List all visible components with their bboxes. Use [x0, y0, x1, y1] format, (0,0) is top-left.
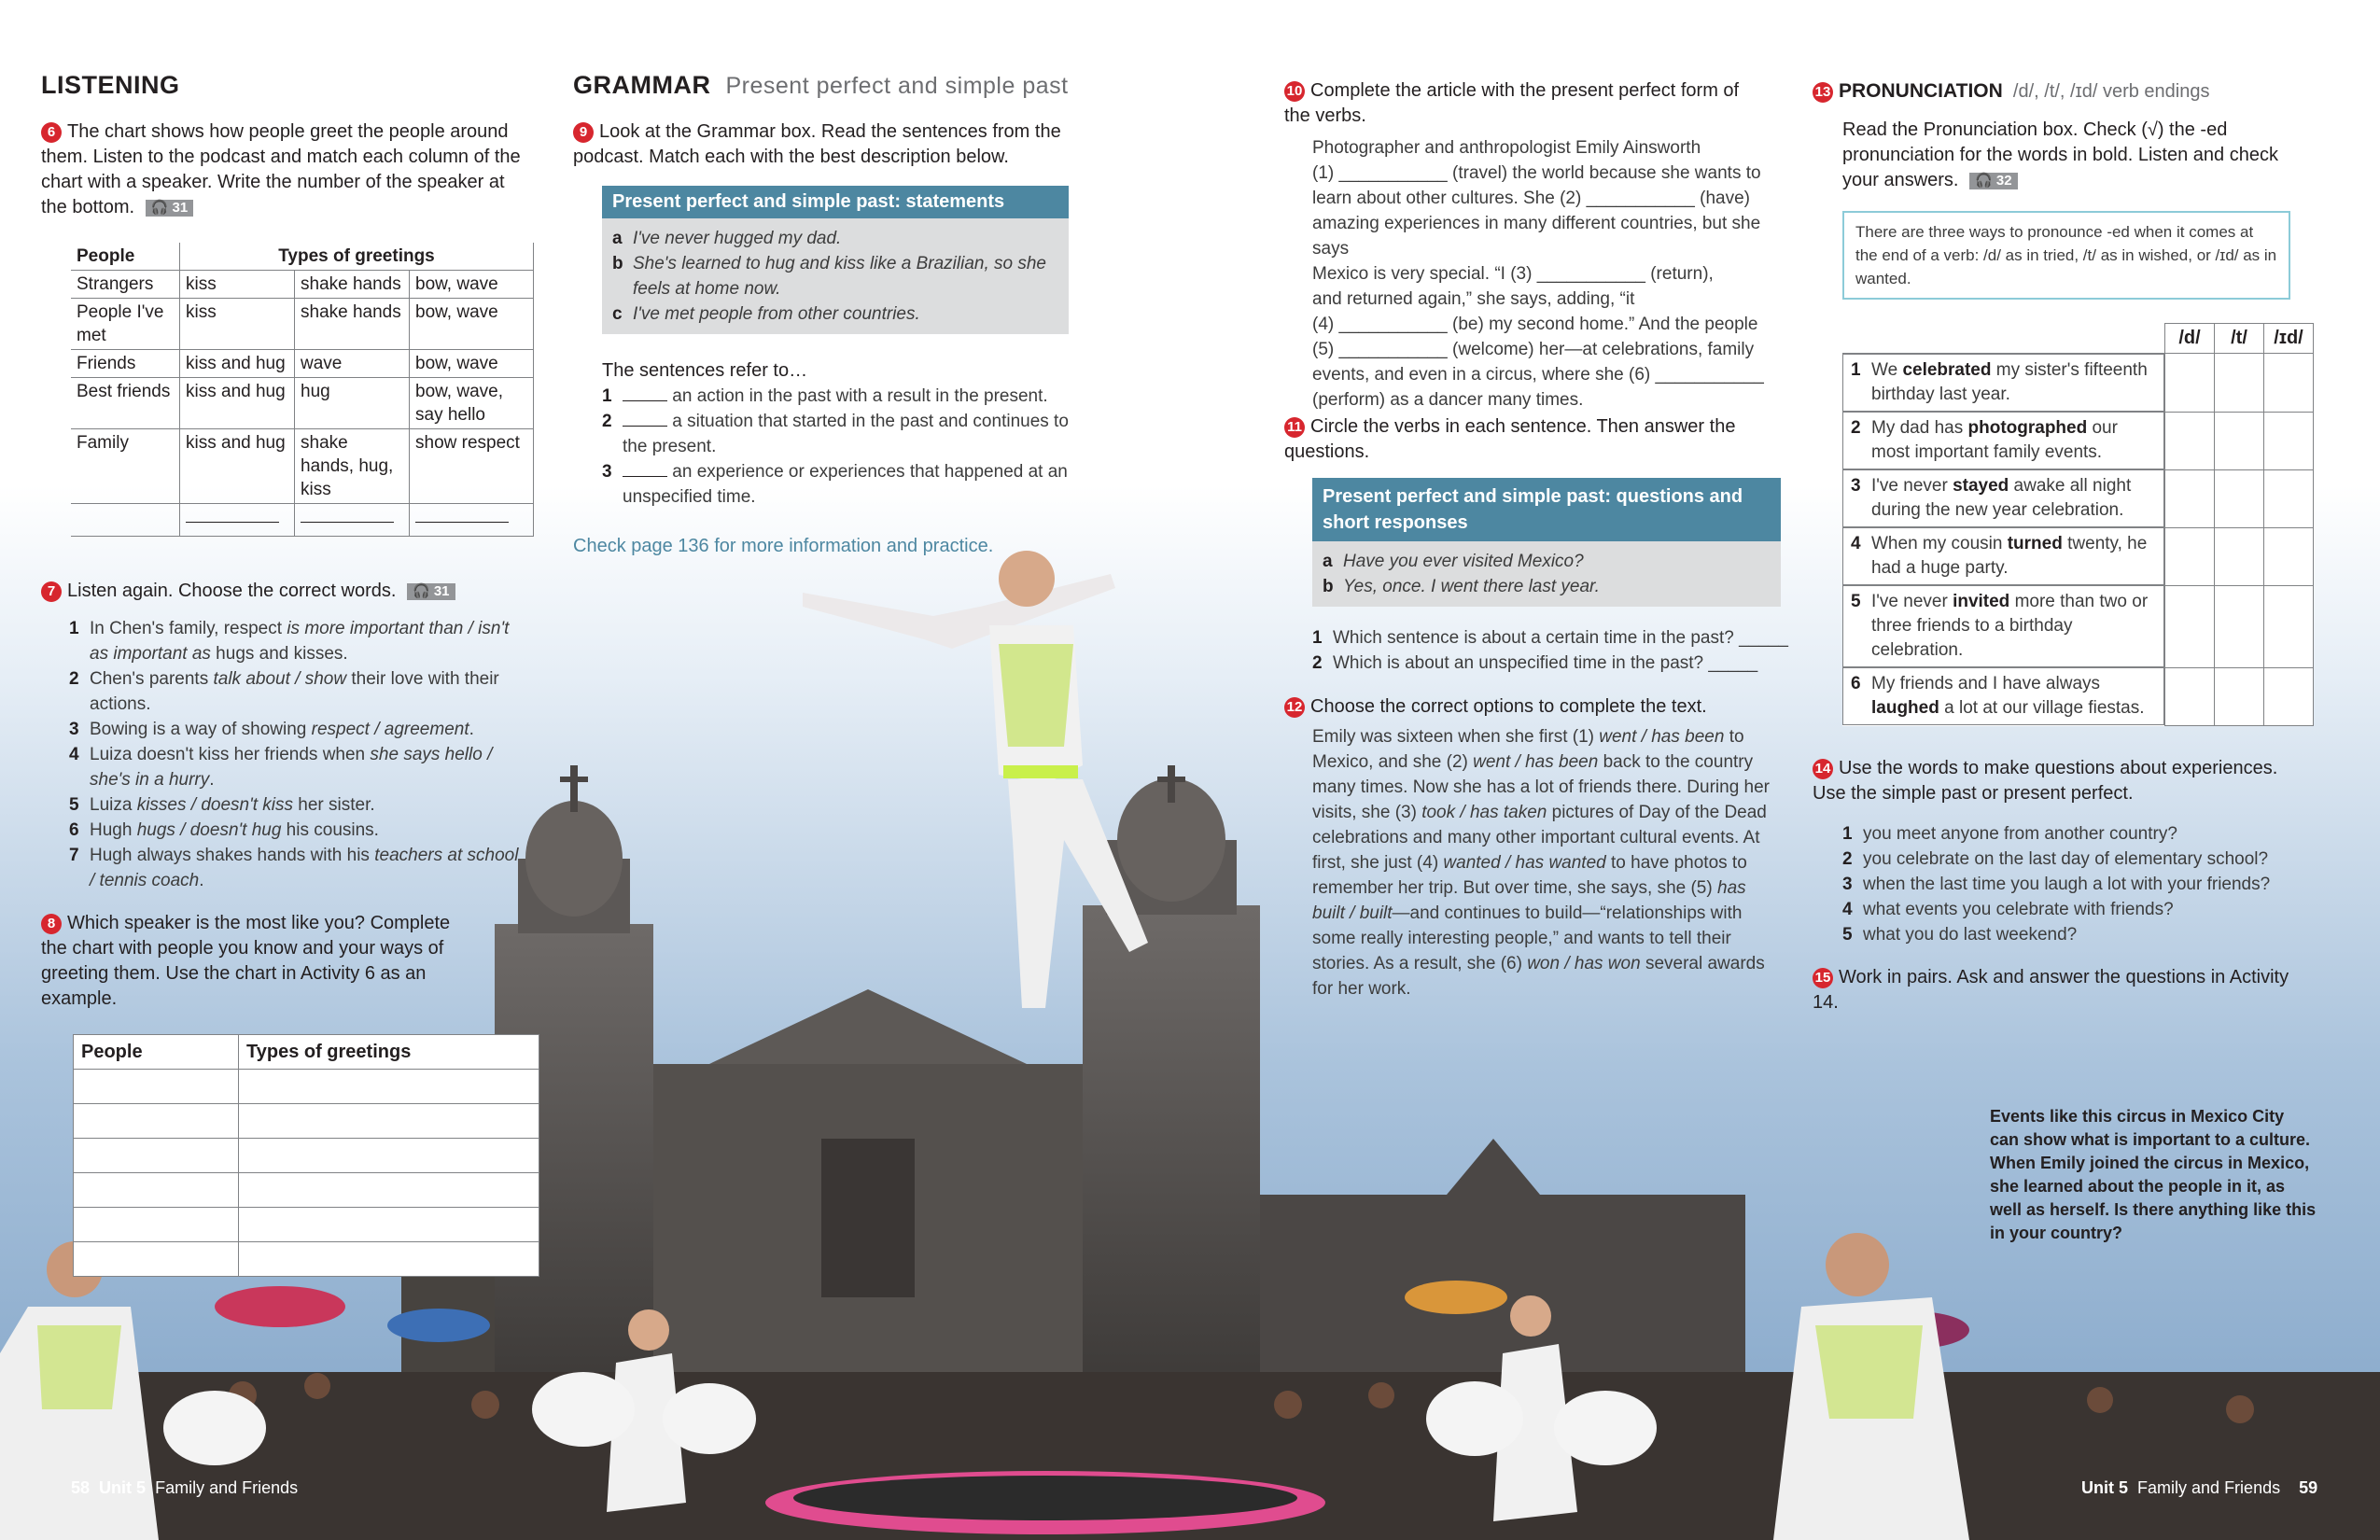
item-text: Hugh always shakes hands with his: [90, 846, 375, 865]
sentence-part: my sister's fifteenth birthday last year.: [1871, 360, 2148, 404]
table-row: [71, 271, 534, 299]
sentence-part: our most important family events.: [1871, 418, 2118, 462]
activity-6-number: 6: [41, 122, 62, 143]
item-text-end: her sister.: [293, 795, 375, 815]
activity-12-number: 12: [1284, 697, 1305, 718]
activity-12-paragraph: [1312, 724, 1779, 1001]
pronunciation-table: [1842, 323, 2314, 726]
check-cell-d[interactable]: [2165, 667, 2215, 725]
table-cell: kiss: [180, 271, 295, 299]
pronunciation-title: PRONUNCIATION: [1839, 80, 2003, 102]
item-text: Luiza doesn't kiss her friends when: [90, 745, 371, 764]
item-text-end: .: [209, 770, 215, 790]
item-choice[interactable]: respect / agreement: [311, 720, 469, 739]
table-cell: bow, wave: [410, 350, 534, 378]
sentence-part: When my cousin: [1871, 534, 2008, 553]
footer-title-right: Family and Friends: [2137, 1478, 2281, 1497]
check-cell-id[interactable]: [2264, 412, 2314, 469]
item-text: Luiza: [90, 795, 137, 815]
pronunciation-sentence: [1842, 585, 2164, 667]
item-text: an experience or experiences that happened at an unspecified time.: [623, 462, 1068, 507]
example-text: She's learned to hug and kiss like a Brazilian, so she feels at home now.: [633, 254, 1046, 299]
greetings-table: [71, 243, 534, 537]
table-row: [71, 299, 534, 350]
pronunciation-sentence: [1842, 469, 2164, 527]
check-cell-t[interactable]: [2215, 412, 2264, 469]
item-number: 3: [1842, 875, 1853, 894]
audio-track-31-a6[interactable]: 🎧 31: [146, 200, 194, 217]
item-number: 2: [1312, 653, 1323, 673]
check-cell-t[interactable]: [2215, 354, 2264, 413]
article-line: events, and even in a circus, where she (6) ___________: [1312, 365, 1764, 385]
item-number: 1: [1312, 628, 1323, 648]
activity-8-instruction: [41, 911, 470, 1012]
activity-10-article: [1312, 135, 1798, 413]
list-item: [1842, 847, 2309, 872]
item-number: 7: [69, 846, 79, 865]
check-cell-d[interactable]: [2165, 412, 2215, 469]
sentence-bold-verb: laughed: [1871, 698, 1939, 718]
grammar-title: [573, 71, 1069, 100]
paragraph-choice[interactable]: wanted / has wanted: [1443, 853, 1606, 873]
list-item: [69, 616, 526, 666]
grammar-subtitle: Present perfect and simple past: [725, 73, 1069, 99]
check-cell-t[interactable]: [2215, 585, 2264, 667]
paragraph-text: to have photos to remember her trip. But over time, she says, she (5): [1312, 853, 1747, 898]
footer-title-left: Family and Friends: [155, 1478, 299, 1497]
activity-15-instruction: [1813, 965, 2317, 1015]
table-cell: kiss and hug: [180, 378, 295, 429]
table-cell: kiss: [180, 299, 295, 350]
your-greetings-cell[interactable]: [74, 1139, 239, 1173]
your-greetings-header-people: People: [74, 1035, 239, 1070]
item-number: 4: [1842, 900, 1853, 919]
table-cell: shake hands, hug, kiss: [295, 429, 410, 504]
activity-13-instruction: [1842, 118, 2290, 193]
list-item: [69, 818, 526, 843]
greetings-table-header: [71, 243, 534, 271]
activity-9-number: 9: [573, 122, 594, 143]
activity-13-text: Read the Pronunciation box. Check (√) the -ed pronunciation for the words in bold. Listen and check your answers.: [1842, 119, 2278, 190]
check-cell-t[interactable]: [2215, 667, 2264, 725]
check-cell-id[interactable]: [2264, 354, 2314, 413]
activity-14-number: 14: [1813, 759, 1833, 779]
item-number: 2: [1851, 418, 1861, 438]
sentence-part: more than two or three friends to a birthday celebration.: [1871, 592, 2149, 660]
article-line: (5) ___________ (welcome) her—at celebrations, family: [1312, 340, 1755, 359]
table-row: [71, 350, 534, 378]
photo-caption: Events like this circus in Mexico City can show what is important to a culture. When Emily joined the circus in Mexico, she learned about the people in it, as well as herself. Is there anything like this in your country?: [1990, 1107, 2317, 1242]
example-letter: a: [612, 229, 623, 248]
list-item: [69, 843, 526, 893]
paragraph-text: —and continues to build—“relationships with some really interesting people,” and wants to tell their stories. As a result, she (6): [1312, 903, 1743, 973]
activity-14-list: [1842, 821, 2309, 947]
item-text: you meet anyone from another country?: [1863, 824, 2177, 844]
table-cell: shake hands: [295, 299, 410, 350]
item-text-end: .: [469, 720, 474, 739]
item-number: 1: [602, 386, 612, 406]
grammar-box-title: Present perfect and simple past: statements: [602, 186, 1069, 218]
speaker-number-blank-3[interactable]: [410, 504, 534, 537]
item-text: Which is about an unspecified time in the past? _____: [1333, 653, 1758, 673]
table-cell: Friends: [71, 350, 180, 378]
sentence-bold-verb: photographed: [1967, 418, 2088, 438]
table-row: [1842, 354, 2314, 413]
activity-6-instruction: [41, 119, 526, 220]
paragraph-choice[interactable]: took / has taken: [1421, 803, 1547, 822]
table-cell: kiss and hug: [180, 350, 295, 378]
activity-10-text: Complete the article with the present perfect form of the verbs.: [1284, 80, 1740, 126]
example-letter: b: [612, 254, 623, 273]
your-greetings-table: [73, 1034, 539, 1277]
list-item: [1312, 651, 1798, 676]
paragraph-text: to Mexico, and she (2): [1312, 727, 1744, 772]
check-cell-id[interactable]: [2264, 667, 2314, 725]
paragraph-choice[interactable]: won / has won: [1527, 954, 1641, 973]
item-text: Which sentence is about a certain time in the past? _____: [1333, 628, 1788, 648]
your-greetings-cell[interactable]: [74, 1173, 239, 1208]
activity-13-number: 13: [1813, 82, 1833, 103]
list-item: [602, 384, 1069, 409]
paragraph-text: back to the country many times. Now she has a lot of friends there. During her visits, she (3): [1312, 752, 1771, 822]
item-text-end: their love with their actions.: [90, 669, 499, 714]
your-greetings-cell[interactable]: [74, 1208, 239, 1242]
audio-track-31-a7-label: 31: [433, 583, 450, 599]
your-greetings-cell[interactable]: [239, 1173, 539, 1208]
paragraph-choice[interactable]: went / has been: [1473, 752, 1599, 772]
example-text: I've never hugged my dad.: [633, 229, 842, 248]
check-cell-id[interactable]: [2264, 527, 2314, 585]
audio-track-31-a7[interactable]: 🎧 31: [407, 583, 455, 600]
item-text: when the last time you laugh a lot with your friends?: [1863, 875, 2271, 894]
table-cell: hug: [295, 378, 410, 429]
check-cell-d[interactable]: [2165, 469, 2215, 527]
item-choice[interactable]: teachers at school / tennis coach: [90, 846, 519, 890]
pronunciation-box: There are three ways to pronounce -ed when it comes at the end of a verb: /d/ as in tried, /t/ as in wished, or /ɪd/ as in wanted.: [1842, 211, 2290, 300]
your-greetings-cell[interactable]: [74, 1104, 239, 1139]
pronunciation-subtitle: /d/, /t/, /ɪd/ verb endings: [2012, 81, 2210, 102]
activity-15-text: Work in pairs. Ask and answer the questions in Activity 14.: [1813, 967, 2289, 1013]
example-letter: a: [1323, 552, 1333, 571]
page-number-right: 59: [2299, 1478, 2318, 1497]
check-cell-d[interactable]: [2165, 527, 2215, 585]
list-item: [1312, 625, 1798, 651]
check-cell-d[interactable]: [2165, 354, 2215, 413]
pronunciation-sentence: [1842, 527, 2164, 585]
sentence-part: My dad has: [1871, 418, 1968, 438]
list-item: [69, 792, 526, 818]
pronunciation-sentence: [1842, 667, 2164, 725]
audio-track-32[interactable]: 🎧 32: [1969, 173, 2018, 189]
item-choice[interactable]: is more important than / isn't as important as: [90, 619, 510, 664]
refer-list: [602, 384, 1069, 510]
table-cell: shake hands: [295, 271, 410, 299]
refer-heading: The sentences refer to…: [602, 360, 808, 381]
your-greetings-cell[interactable]: [239, 1208, 539, 1242]
grammar-box-questions-body: [1312, 541, 1781, 607]
example-letter: b: [1323, 577, 1334, 596]
article-line: and returned again,” she says, adding, “it: [1312, 289, 1635, 309]
item-text: Chen's parents: [90, 669, 214, 689]
list-item: [69, 742, 526, 792]
table-cell: People I've met: [71, 299, 180, 350]
activity-10-instruction: [1284, 78, 1770, 129]
item-number: 3: [69, 720, 79, 739]
speaker-number-row: [71, 504, 534, 537]
activity-7-number: 7: [41, 581, 62, 602]
sentence-part: My friends and I have always: [1871, 674, 2101, 693]
article-line: Mexico is very special. “I (3) ___________ (return),: [1312, 264, 1714, 284]
grammar-box-body: [602, 218, 1069, 334]
grammar-example: [1323, 549, 1771, 574]
item-text: Bowing is a way of showing: [90, 720, 312, 739]
list-item: [69, 666, 526, 717]
sentence-bold-verb: stayed: [1953, 476, 2009, 496]
item-text: what events you celebrate with friends?: [1863, 900, 2174, 919]
item-number: 2: [69, 669, 79, 689]
item-text-end: his cousins.: [281, 820, 379, 840]
answer-blank[interactable]: [623, 400, 667, 401]
table-cell: show respect: [410, 429, 534, 504]
item-choice[interactable]: talk about / show: [213, 669, 347, 689]
activity-14-text: Use the words to make questions about experiences. Use the simple past or present perfect.: [1813, 758, 2278, 804]
item-choice[interactable]: hugs / doesn't hug: [136, 820, 282, 840]
item-text: you celebrate on the last day of elementary school?: [1863, 849, 2269, 869]
activity-11-number: 11: [1284, 417, 1305, 438]
item-number: 4: [69, 745, 79, 764]
pronunciation-sentence: [1842, 354, 2164, 412]
activity-7-instruction: [41, 579, 545, 604]
table-row: [1842, 667, 2314, 725]
item-choice[interactable]: she says hello / she's in a hurry: [90, 745, 493, 790]
activity-14-instruction: [1813, 756, 2298, 806]
table-cell: bow, wave, say hello: [410, 378, 534, 429]
list-item: [69, 717, 526, 742]
example-text: I've met people from other countries.: [633, 304, 920, 324]
paragraph-choice[interactable]: went / has been: [1599, 727, 1725, 747]
check-page-link[interactable]: Check page 136 for more information and practice.: [573, 536, 994, 556]
footer-unit-right: Unit 5: [2081, 1478, 2129, 1497]
table-cell: Strangers: [71, 271, 180, 299]
item-text: an action in the past with a result in the present.: [672, 386, 1048, 406]
item-number: 1: [1842, 824, 1853, 844]
your-greetings-cell[interactable]: [74, 1070, 239, 1104]
your-greetings-cell[interactable]: [239, 1070, 539, 1104]
item-number: 3: [602, 462, 612, 482]
item-number: 5: [1842, 925, 1853, 945]
table-cell: Best friends: [71, 378, 180, 429]
item-text: Hugh: [90, 820, 137, 840]
audio-track-31-a6-label: 31: [172, 200, 189, 216]
list-item: [602, 459, 1069, 510]
sentence-part: I've never: [1871, 476, 1953, 496]
article-line: (4) ___________ (be) my second home.” And the people: [1312, 315, 1758, 334]
answer-blank[interactable]: [623, 426, 667, 427]
grammar-example: [612, 251, 1058, 301]
listening-title: LISTENING: [41, 71, 180, 99]
check-cell-id[interactable]: [2264, 585, 2314, 667]
table-row: [71, 378, 534, 429]
page-number-left: 58: [71, 1478, 91, 1497]
article-line: learn about other cultures. She (2) ___________ (have): [1312, 189, 1750, 208]
sentence-part: twenty, he had a huge party.: [1871, 534, 2148, 578]
your-greetings-cell[interactable]: [74, 1242, 239, 1277]
grammar-example: [612, 226, 1058, 251]
activity-7-text: Listen again. Choose the correct words.: [67, 581, 397, 601]
sentence-part: awake all night during the new year celebration.: [1871, 476, 2132, 520]
pronunciation-col-id: /ɪd/: [2264, 324, 2314, 354]
list-item: [602, 409, 1069, 459]
sentence-bold-verb: invited: [1953, 592, 2010, 611]
item-number: 6: [1851, 674, 1861, 693]
activity-11-questions: [1312, 625, 1798, 676]
activity-9-instruction: [573, 119, 1068, 170]
item-text: In Chen's family, respect: [90, 619, 287, 638]
your-greetings-cell[interactable]: [239, 1139, 539, 1173]
item-number: 6: [69, 820, 79, 840]
example-text: Have you ever visited Mexico?: [1343, 552, 1584, 571]
activity-12-instruction: [1284, 694, 1770, 720]
table-row: [1842, 469, 2314, 527]
article-line: amazing experiences in many different countries, but she says: [1312, 214, 1761, 259]
sentence-part: We: [1871, 360, 1903, 380]
item-number: 1: [69, 619, 79, 638]
audio-track-32-label: 32: [1995, 173, 2012, 189]
check-cell-d[interactable]: [2165, 585, 2215, 667]
footer-unit-left: Unit 5: [99, 1478, 147, 1497]
sentence-bold-verb: turned: [2007, 534, 2063, 553]
grammar-box-questions: [1312, 478, 1781, 607]
check-cell-t[interactable]: [2215, 527, 2264, 585]
sentence-bold-verb: celebrated: [1902, 360, 1992, 380]
example-text: Yes, once. I went there last year.: [1343, 577, 1600, 596]
item-text: what you do last weekend?: [1863, 925, 2078, 945]
item-number: 5: [69, 795, 79, 815]
grammar-box-statements: [602, 186, 1069, 334]
list-item: [1842, 897, 2309, 922]
paragraph-text: several awards for her work.: [1312, 954, 1765, 999]
activity-15-number: 15: [1813, 968, 1833, 988]
footer-right: [2081, 1478, 2317, 1498]
list-item: [1842, 821, 2309, 847]
footer-left: [71, 1478, 298, 1498]
answer-blank[interactable]: [623, 476, 667, 477]
item-number: 4: [1851, 534, 1861, 553]
check-cell-t[interactable]: [2215, 469, 2264, 527]
table-cell: Family: [71, 429, 180, 504]
sentence-part: a lot at our village fiestas.: [1939, 698, 2145, 718]
your-greetings-cell[interactable]: [239, 1104, 539, 1139]
grammar-example: [612, 301, 1058, 327]
pronunciation-header-empty: [1842, 324, 2165, 354]
item-number: 5: [1851, 592, 1861, 611]
activity-12-text: Choose the correct options to complete the text.: [1310, 696, 1707, 717]
check-cell-id[interactable]: [2264, 469, 2314, 527]
paragraph-text: Emily was sixteen when she first (1): [1312, 727, 1600, 747]
greetings-header-types: Types of greetings: [180, 243, 534, 271]
table-cell: bow, wave: [410, 271, 534, 299]
list-item: [1842, 922, 2309, 947]
table-row: [71, 429, 534, 504]
pronunciation-header-row: [1842, 324, 2314, 354]
item-number: 2: [602, 412, 612, 431]
pronunciation-sentence: [1842, 412, 2164, 469]
activity-8-text: Which speaker is the most like you? Complete the chart with people you know and your ways of greeting them. Use the chart in Activity 6 as an example.: [41, 913, 451, 1009]
example-letter: c: [612, 304, 623, 324]
item-text-end: hugs and kisses.: [210, 644, 348, 664]
activity-13-heading: [1813, 78, 2298, 105]
table-row: [1842, 527, 2314, 585]
speaker-number-blank-2[interactable]: [295, 504, 410, 537]
table-row: [1842, 585, 2314, 667]
table-cell: bow, wave: [410, 299, 534, 350]
grammar-example: [1323, 574, 1771, 599]
table-cell-empty: [71, 504, 180, 537]
paragraph-text: pictures of Day of the Dead celebrations and many other important cultural events. At first, she just (4): [1312, 803, 1767, 873]
activity-8-number: 8: [41, 914, 62, 934]
activity-7-list: [69, 616, 526, 893]
sentence-part: I've never: [1871, 592, 1953, 611]
item-number: 3: [1851, 476, 1861, 496]
pronunciation-col-t: /t/: [2215, 324, 2264, 354]
item-number: 1: [1851, 360, 1861, 380]
activity-10-number: 10: [1284, 81, 1305, 102]
article-line: Photographer and anthropologist Emily Ainsworth: [1312, 138, 1701, 158]
item-number: 2: [1842, 849, 1853, 869]
list-item: [1842, 872, 2309, 897]
item-choice[interactable]: kisses / doesn't kiss: [136, 795, 294, 815]
table-row: [1842, 412, 2314, 469]
table-cell: wave: [295, 350, 410, 378]
activity-11-text: Circle the verbs in each sentence. Then answer the questions.: [1284, 416, 1736, 462]
speaker-number-blank-1[interactable]: [180, 504, 295, 537]
item-text: a situation that started in the past and continues to the present.: [623, 412, 1069, 456]
greetings-header-people: People: [71, 243, 180, 271]
article-line: (1) ___________ (travel) the world because she wants to: [1312, 163, 1761, 183]
grammar-heading: GRAMMAR: [573, 71, 711, 99]
article-line: (perform) as a dancer many times.: [1312, 390, 1584, 410]
item-text-end: .: [199, 871, 204, 890]
table-cell: kiss and hug: [180, 429, 295, 504]
paragraph-choice[interactable]: has built / built: [1312, 878, 1746, 923]
pronunciation-col-d: /d/: [2165, 324, 2215, 354]
activity-6-text: The chart shows how people greet the people around them. Listen to the podcast and match each column of the chart with a speaker. Write the number of the speaker at the bottom.: [41, 121, 521, 217]
your-greetings-cell[interactable]: [239, 1242, 539, 1277]
your-greetings-header-types: Types of greetings: [239, 1035, 539, 1070]
grammar-box-questions-title: Present perfect and simple past: questions and short responses: [1312, 478, 1781, 541]
activity-9-text: Look at the Grammar box. Read the sentences from the podcast. Match each with the best description below.: [573, 121, 1061, 167]
activity-11-instruction: [1284, 414, 1751, 465]
